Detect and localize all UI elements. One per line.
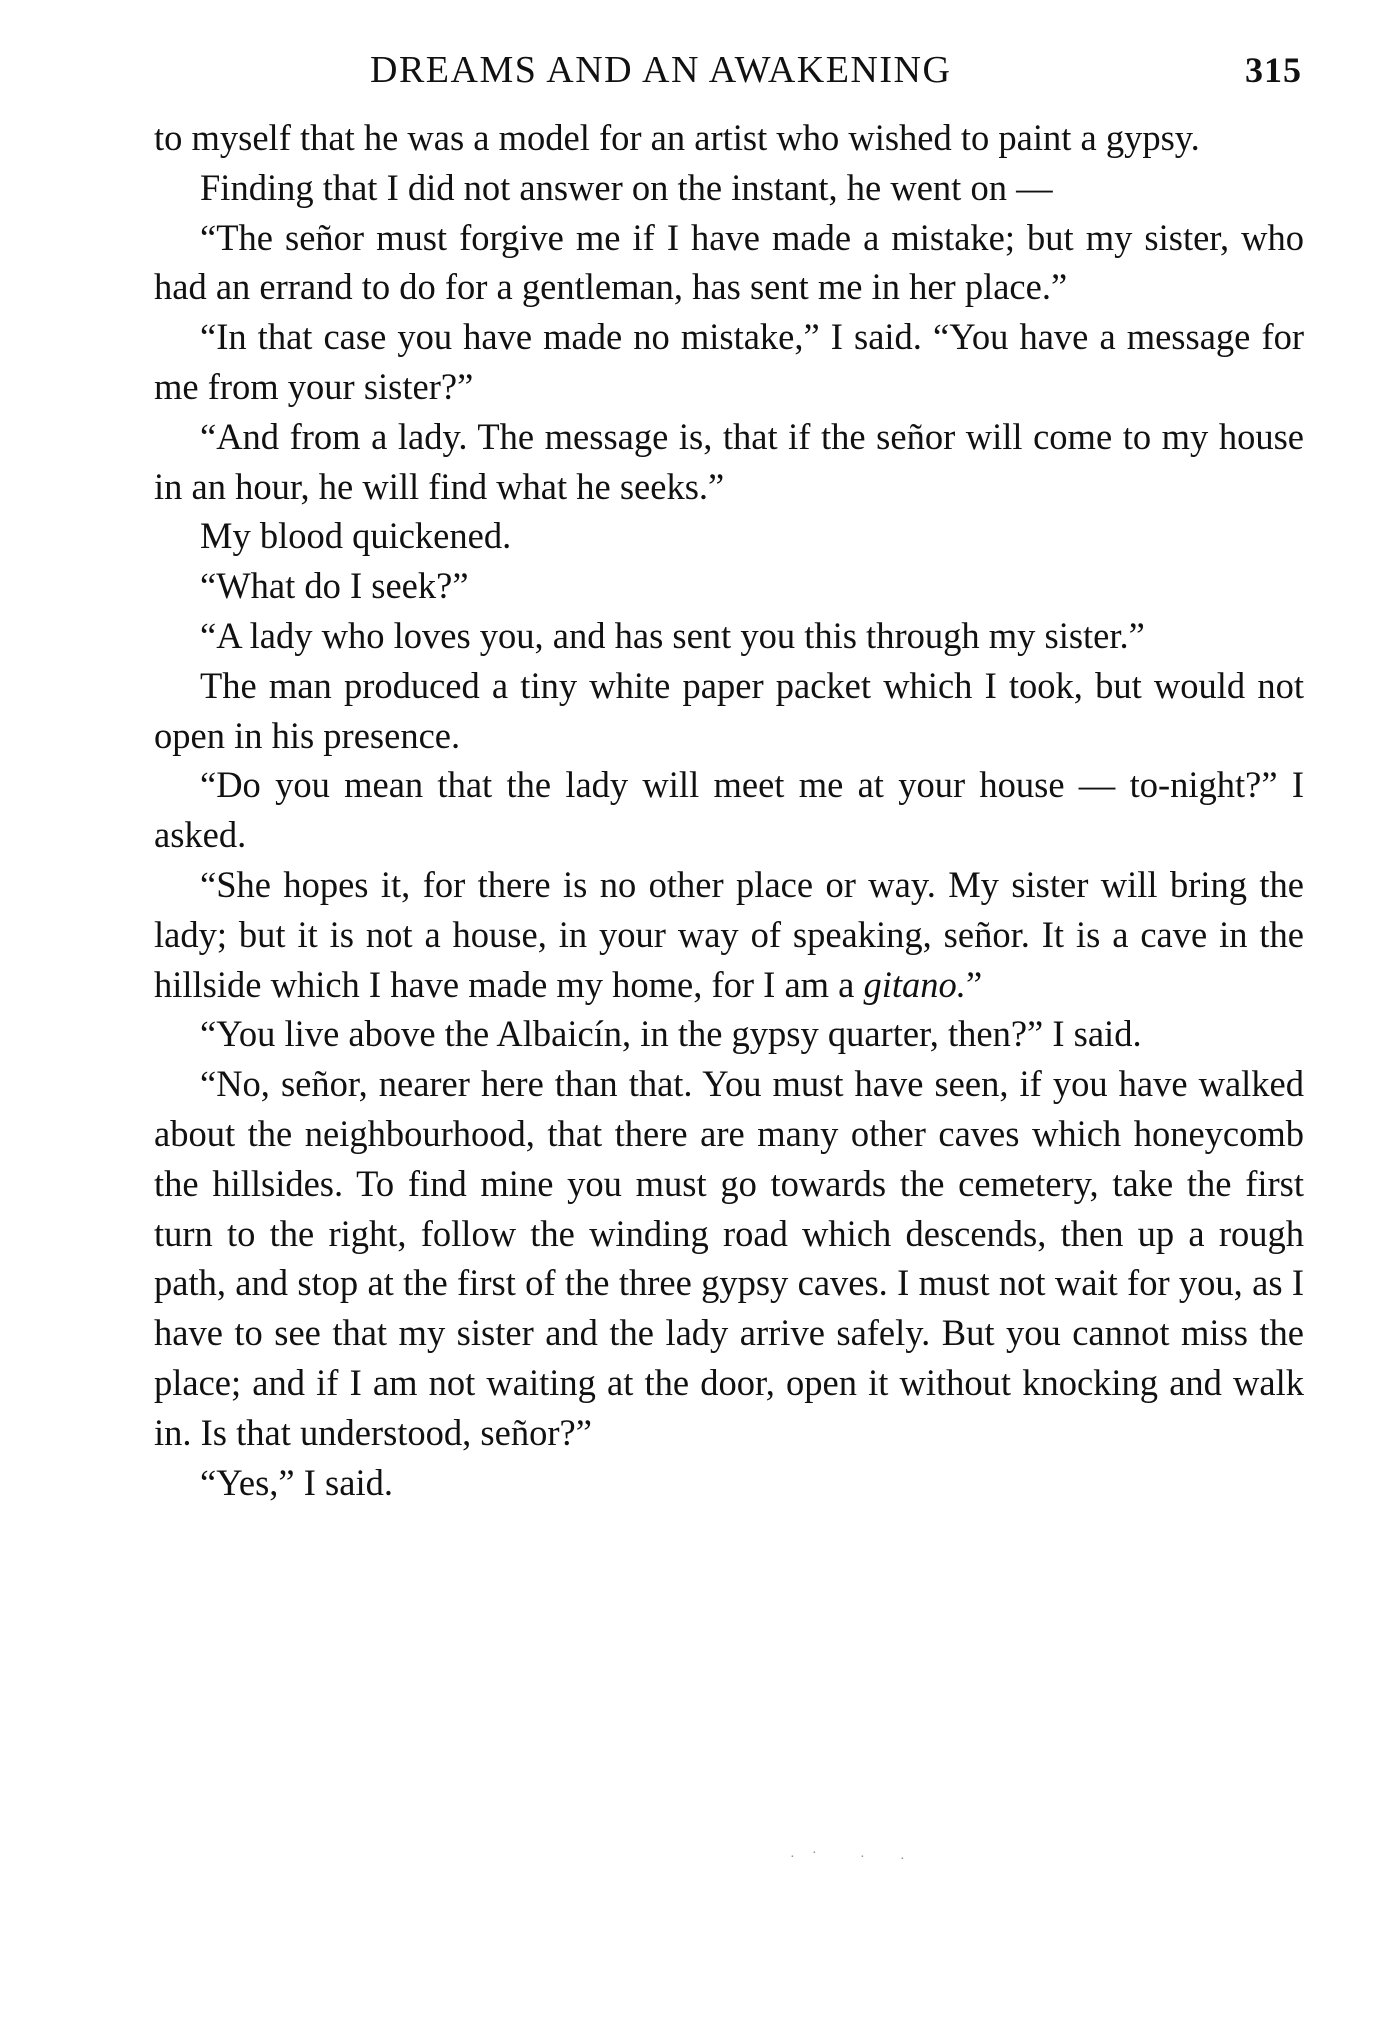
paragraph: “You live above the Albaicín, in the gypsy quarter, then?” I said. [200, 1013, 1142, 1055]
closing-quote: ” [965, 963, 983, 1005]
body-text [154, 113, 1304, 1507]
paragraph: “In that case you have made no mistake,” I said. “You have a message for me from your sister?” [154, 316, 1304, 407]
paragraph: to myself that he was a model for an artist who wished to paint a gypsy. [154, 117, 1200, 158]
print-speck: · [900, 1852, 905, 1867]
paragraph-text: “She hopes it, for there is no other place or way. My sister will bring the lady; but it is not a house, in your way of speaking, señor. It is a cave in the hillside which I have made my home, for I am a [154, 863, 1304, 1005]
paragraph: “And from a lady. The message is, that if the señor will come to my house in an hour, he will find what he seeks.” [154, 415, 1304, 507]
paragraph: “Do you mean that the lady will meet me at your house — to-night?” I asked. [154, 764, 1304, 856]
paragraph: Finding that I did not answer on the instant, he went on — [200, 166, 1053, 208]
paragraph [154, 860, 1304, 1009]
running-head [154, 40, 1302, 100]
print-speck: · [790, 1850, 795, 1865]
italic-word: gitano. [863, 963, 966, 1005]
paragraph: “What do I seek?” [200, 565, 469, 607]
print-speck: · [812, 1846, 817, 1861]
paragraph: My blood quickened. [200, 515, 512, 557]
paragraph: “Yes,” I said. [200, 1461, 393, 1503]
page-number: 315 [1245, 50, 1302, 90]
paragraph: “No, señor, nearer here than that. You must have seen, if you have walked about the neighbourhood, that there are many other caves which honeycomb the hillsides. To find mine you must go towards the cemetery, take the first turn to the right, follow the winding road which descends, then up a rough path, and stop at the first of the three gypsy caves. I must not wait for you, as I have to see that my sister and the lady arrive safely. But you cannot miss the place; and if I am not waiting at the door, open it without knocking and walk in. Is that understood, señor?” [154, 1063, 1304, 1453]
paragraph: “A lady who loves you, and has sent you this through my sister.” [200, 614, 1145, 656]
paragraph: “The señor must forgive me if I have made a mistake; but my sister, who had an errand to do for a gentleman, has sent me in her place.” [154, 216, 1304, 308]
print-speck: · [860, 1850, 865, 1865]
running-title: DREAMS AND AN AWAKENING [370, 49, 952, 91]
paragraph: The man produced a tiny white paper packet which I took, but would not open in his presence. [154, 664, 1304, 756]
